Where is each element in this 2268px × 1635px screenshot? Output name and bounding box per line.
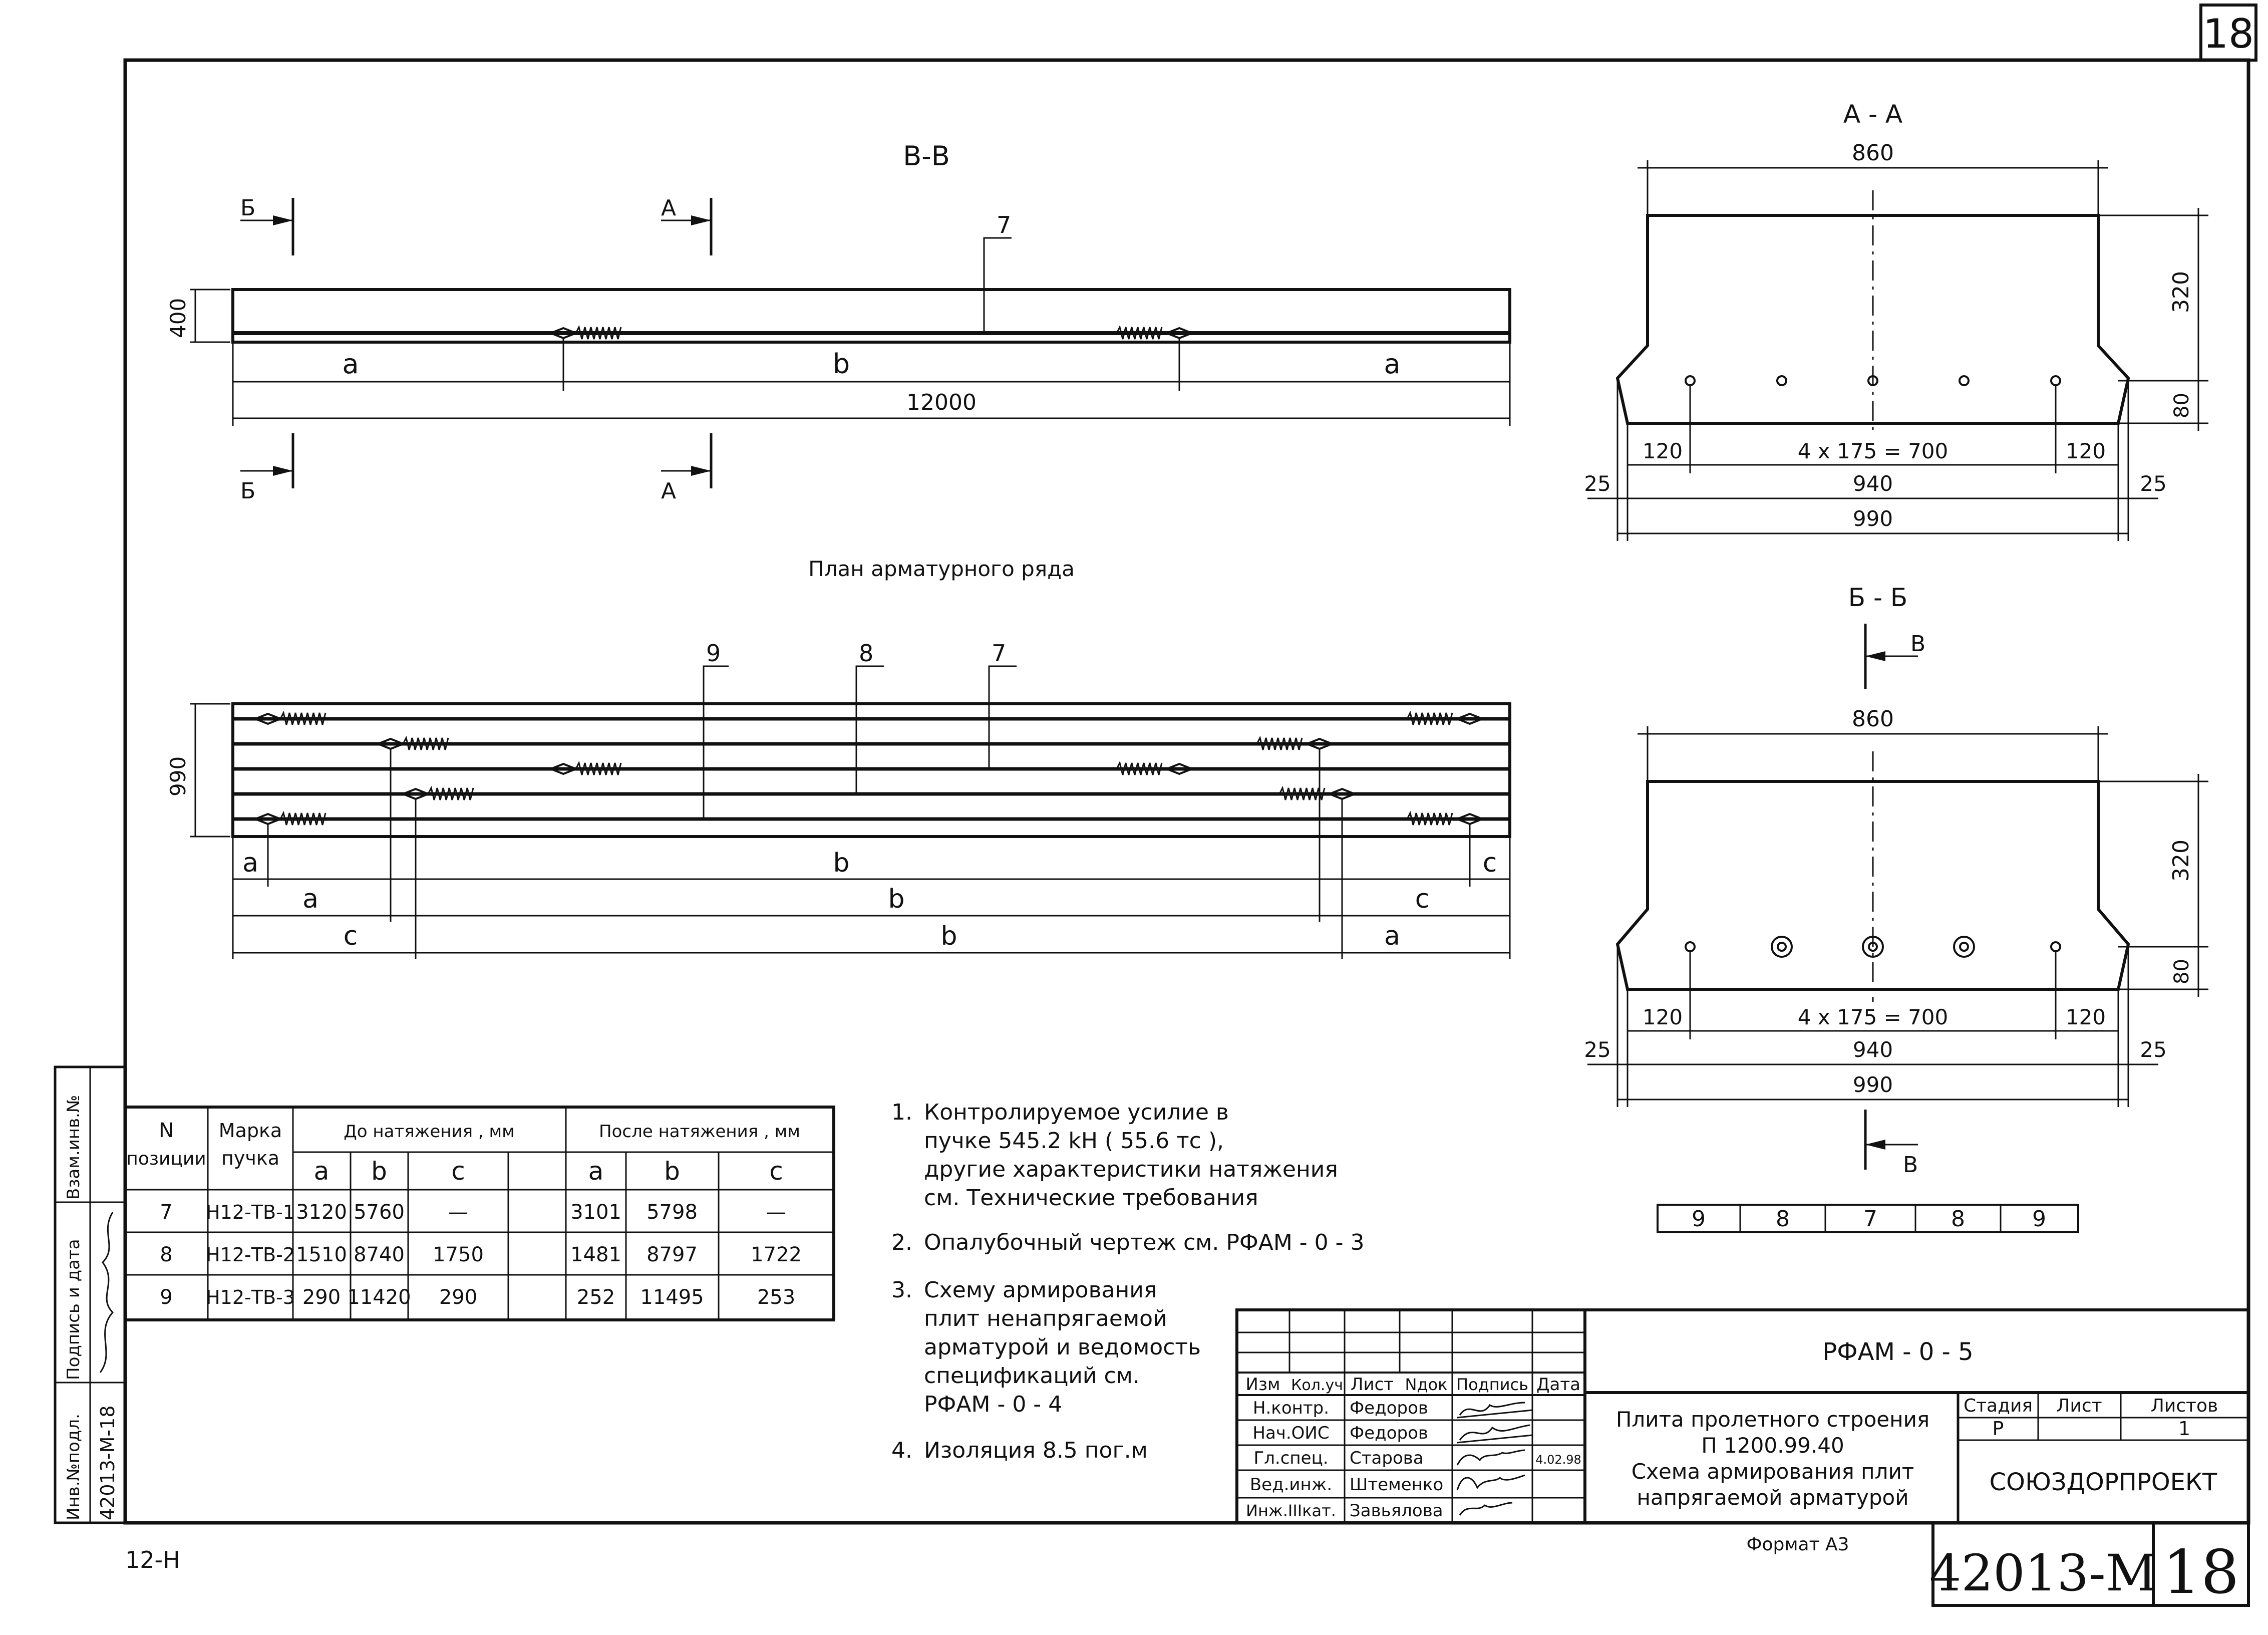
aa-spacing: 4 x 175 = 700 — [1797, 439, 1949, 463]
bb-overhang-right: 25 — [2140, 1037, 2167, 1062]
bb-side-120-left: 120 — [1642, 1005, 1683, 1029]
aa-overhang-left: 25 — [1584, 471, 1611, 496]
note-3-line: плит ненапрягаемой — [924, 1306, 1167, 1331]
plan-dim-row2-b: b — [888, 884, 905, 914]
aa-side-120-left: 120 — [1642, 439, 1683, 463]
note-2-line: Опалубочный чертеж см. РФАМ - 0 - 3 — [924, 1230, 1365, 1255]
note-3-line: спецификаций см. — [924, 1363, 1140, 1389]
strand-order-1: 9 — [1692, 1206, 1706, 1232]
tb-name: Федоров — [1350, 1398, 1428, 1418]
tbl-h-mark-2: пучка — [221, 1147, 280, 1169]
aa-h-lower: 80 — [2170, 393, 2193, 418]
bottom-code: 42013-М — [1929, 1544, 2157, 1602]
note-1-line: пучке 545.2 kH ( 55.6 тс ), — [924, 1128, 1224, 1154]
table-cell: 11495 — [640, 1286, 704, 1309]
tbl-sub-a2: a — [588, 1157, 604, 1186]
elev-seg-a-right: a — [1384, 348, 1401, 380]
tbl-sub-c2: c — [769, 1157, 783, 1186]
cut-mark-a-top: А — [661, 195, 677, 221]
cut-mark-b-top: Б — [240, 195, 256, 221]
stamp-inv-number: 42013-М-18 — [97, 1405, 119, 1520]
plan-dim-row3-c: c — [343, 921, 358, 951]
note-1-line: другие характеристики натяжения — [924, 1157, 1338, 1182]
aa-inner-width: 940 — [1852, 471, 1893, 496]
elev-total-length: 12000 — [906, 390, 977, 415]
leader-8: 8 — [859, 640, 874, 667]
tbl-h-mark-1: Марка — [218, 1120, 282, 1142]
table-cell: 3120 — [296, 1201, 347, 1224]
plan-dim-row1-c: c — [1482, 848, 1497, 878]
tb-role: Н.контр. — [1252, 1398, 1330, 1418]
bb-spacing: 4 x 175 = 700 — [1797, 1005, 1949, 1029]
tbl-sub-b2: b — [664, 1157, 680, 1186]
tb-name: Старова — [1350, 1448, 1424, 1468]
strand-order-5: 9 — [2032, 1206, 2046, 1232]
plan-dim-row1-a: a — [242, 848, 258, 878]
plan-dim-row1-b: b — [833, 848, 850, 878]
plan-dim-row2-c: c — [1415, 884, 1430, 914]
strand-order-2: 8 — [1776, 1206, 1790, 1232]
format-label: Формат А3 — [1746, 1534, 1849, 1555]
tb-h-list: Лист — [1350, 1375, 1394, 1395]
note-3-num: 3. — [891, 1277, 912, 1303]
aa-overhang-right: 25 — [2140, 471, 2167, 496]
bb-top-width: 860 — [1852, 706, 1894, 732]
tbl-h-after: После натяжения , мм — [599, 1122, 800, 1142]
elev-height-dim: 400 — [166, 298, 190, 338]
tb-sheet-label: Лист — [2056, 1396, 2102, 1416]
bb-h-upper: 320 — [2168, 840, 2194, 882]
plan-dim-row2-a: a — [302, 884, 318, 914]
tbl-h-pos-1: N — [159, 1119, 174, 1142]
table-cell: 8 — [160, 1243, 173, 1266]
tbl-sub-b1: b — [371, 1157, 387, 1186]
tbl-h-before: До натяжения , мм — [344, 1122, 515, 1142]
table-cell: 8797 — [646, 1243, 698, 1266]
note-1-line: Контролируемое усилие в — [924, 1100, 1229, 1125]
tb-h-ndok: Nдок — [1405, 1375, 1448, 1394]
aa-h-upper: 320 — [2168, 271, 2194, 313]
tb-name: Штеменко — [1350, 1475, 1444, 1495]
bb-inner-width: 940 — [1852, 1037, 1893, 1062]
leader-9: 9 — [706, 640, 721, 667]
table-cell: 9 — [160, 1286, 173, 1309]
tb-desc: Схема армирования плит — [1631, 1459, 1914, 1484]
section-vv-title: В-В — [903, 140, 950, 172]
tb-stage: Р — [1992, 1418, 2004, 1440]
note-2-num: 2. — [891, 1230, 912, 1255]
note-1-num: 1. — [891, 1100, 912, 1125]
stamp-original-inv: Инв.№подл. — [64, 1414, 84, 1520]
bb-full-width: 990 — [1852, 1072, 1893, 1097]
plan-rows-title: План арматурного ряда — [808, 557, 1075, 581]
tbl-h-pos-2: позиции — [126, 1149, 206, 1169]
aa-side-120-right: 120 — [2065, 439, 2106, 463]
tbl-sub-a1: a — [313, 1157, 330, 1186]
tb-sheets-label: Листов — [2150, 1396, 2218, 1416]
table-cell: 1481 — [570, 1243, 621, 1266]
tb-role: Гл.спец. — [1253, 1448, 1329, 1468]
tb-desc: напрягаемой арматурой — [1637, 1485, 1909, 1510]
table-cell: Н12-ТВ-1 — [206, 1201, 295, 1223]
elev-seg-a-left: a — [342, 348, 359, 380]
bb-overhang-left: 25 — [1584, 1037, 1611, 1062]
tb-h-podpis: Подпись — [1456, 1375, 1528, 1394]
table-cell: 3101 — [570, 1201, 621, 1224]
table-cell: 1722 — [751, 1243, 802, 1266]
note-4-num: 4. — [891, 1438, 912, 1463]
corner-sheet-number: 18 — [2203, 11, 2254, 57]
tb-date: 4.02.98 — [1535, 1453, 1581, 1467]
bottom-sheet: 18 — [2162, 1538, 2239, 1607]
aa-full-width: 990 — [1852, 506, 1893, 531]
bb-cut-mark-bottom: В — [1903, 1152, 1918, 1178]
plan-dim-row3-b: b — [940, 921, 957, 951]
table-cell: 8740 — [354, 1243, 405, 1266]
table-cell: Н12-ТВ-2 — [206, 1244, 295, 1266]
table-cell: 1750 — [433, 1243, 484, 1266]
table-cell: — — [766, 1201, 786, 1224]
tb-stage-label: Стадия — [1963, 1396, 2033, 1416]
bb-h-lower: 80 — [2170, 959, 2193, 984]
note-1-line: см. Технические требования — [924, 1185, 1258, 1211]
tb-sheets: 1 — [2178, 1418, 2191, 1440]
tb-desc: Плита пролетного строения — [1615, 1407, 1930, 1432]
table-cell: 290 — [302, 1286, 341, 1309]
tb-role: Вед.инж. — [1249, 1475, 1333, 1495]
tb-role: Нач.ОИС — [1252, 1423, 1330, 1443]
table-cell: 7 — [160, 1201, 173, 1224]
bb-cut-mark-top: В — [1910, 631, 1926, 657]
tb-h-izm: Изм — [1245, 1375, 1280, 1395]
stamp-signature-date: Подпись и дата — [64, 1239, 84, 1380]
stamp-replaced-inv: Взам.инв.№ — [64, 1095, 84, 1200]
bb-side-120-right: 120 — [2065, 1005, 2106, 1029]
strand-order-3: 7 — [1863, 1206, 1877, 1232]
tb-role: Инж.IIIкат. — [1246, 1501, 1336, 1520]
leader-7: 7 — [992, 640, 1007, 667]
note-3-line: арматурой и ведомость — [924, 1334, 1201, 1360]
table-cell: 253 — [757, 1286, 796, 1309]
tb-code: РФАМ - 0 - 5 — [1822, 1338, 1974, 1366]
note-4-line: Изоляция 8.5 пог.м — [924, 1438, 1148, 1463]
table-cell: 290 — [439, 1286, 478, 1309]
elev-seg-b: b — [832, 348, 850, 380]
section-bb-title: Б - Б — [1848, 583, 1908, 612]
tb-h-koluch: Кол.уч — [1291, 1377, 1343, 1394]
note-3-line: Схему армирования — [924, 1277, 1157, 1303]
table-cell: — — [448, 1201, 468, 1224]
table-cell: 11420 — [347, 1286, 411, 1309]
left-note: 12-H — [125, 1546, 180, 1573]
tb-name: Федоров — [1350, 1423, 1428, 1443]
tb-org: СОЮЗДОРПРОЕКТ — [1989, 1468, 2217, 1496]
strand-order-4: 8 — [1951, 1206, 1965, 1232]
table-cell: Н12-ТВ-3 — [206, 1286, 295, 1308]
tb-h-date: Дата — [1536, 1375, 1581, 1395]
table-cell: 5798 — [646, 1201, 698, 1224]
cut-mark-b-bottom: Б — [240, 478, 256, 504]
table-cell: 5760 — [354, 1201, 405, 1224]
note-3-line: РФАМ - 0 - 4 — [924, 1392, 1063, 1417]
tbl-sub-c1: c — [451, 1157, 465, 1186]
table-cell: 1510 — [296, 1243, 347, 1266]
table-cell: 252 — [576, 1286, 615, 1309]
section-aa-title: А - А — [1843, 100, 1903, 129]
plan-dim-row3-a: a — [1384, 921, 1400, 951]
aa-top-width: 860 — [1852, 140, 1894, 166]
plan-height-dim: 990 — [166, 756, 190, 796]
tb-name: Завьялова — [1350, 1501, 1443, 1521]
tb-desc: П 1200.99.40 — [1701, 1433, 1844, 1458]
leader-7-top: 7 — [997, 211, 1012, 238]
cut-mark-a-bottom: А — [661, 478, 677, 504]
